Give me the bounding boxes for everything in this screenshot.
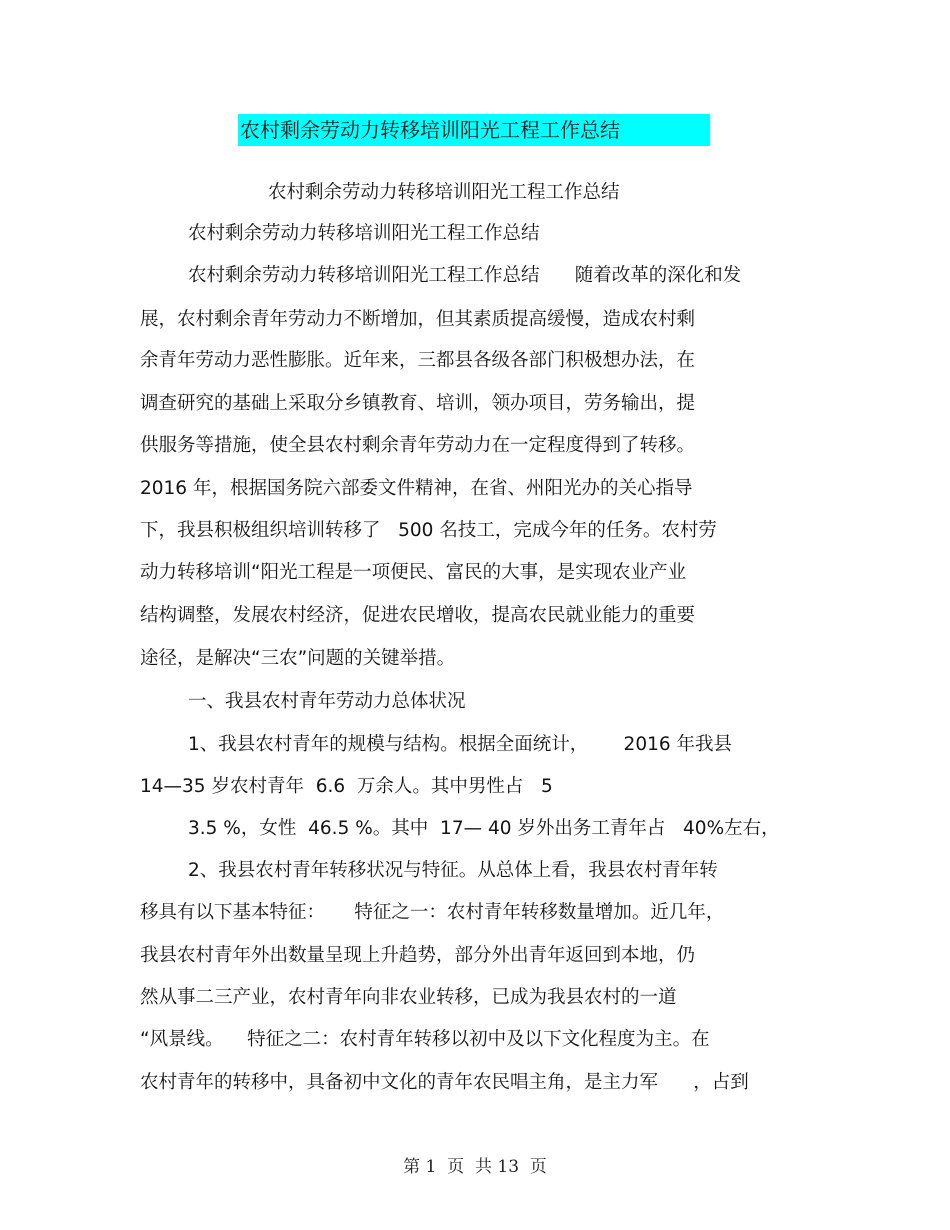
subtitle-line: 农村剩余劳动力转移培训阳光工程工作总结 xyxy=(268,182,620,203)
section-heading: 一、我县农村青年劳动力总体状况 xyxy=(188,691,466,712)
paragraph-line: “风景线。 特征之二：农村青年转移以初中及以下文化程度为主。在 xyxy=(140,1029,710,1050)
page-number-footer: 第 1 页 共 13 页 xyxy=(403,1157,547,1177)
paragraph-line: 展，农村剩余青年劳动力不断增加，但其素质提高缓慢，造成农村剩 xyxy=(140,309,696,330)
paragraph-line: 2016 年，根据国务院六部委文件精神，在省、州阳光办的关心指导 xyxy=(140,478,693,499)
paragraph-line: 农村剩余劳动力转移培训阳光工程工作总结 随着改革的深化和发 xyxy=(188,265,742,286)
paragraph-line: 然从事二三产业，农村青年向非农业转移，已成为我县农村的一道 xyxy=(140,987,677,1008)
paragraph-line: 动力转移培训“阳光工程是一项便民、富民的大事，是实现农业产业 xyxy=(140,562,687,583)
paragraph-line: 结构调整，发展农村经济，促进农民增收，提高农民就业能力的重要 xyxy=(140,605,696,626)
paragraph-line: 我县农村青年外出数量呈现上升趋势，部分外出青年返回到本地，仍 xyxy=(140,945,696,966)
subtitle-line: 农村剩余劳动力转移培训阳光工程工作总结 xyxy=(188,223,540,244)
paragraph-line: 14—35 岁农村青年 6.6 万余人。其中男性占 5 xyxy=(140,776,553,797)
paragraph-line: 移具有以下基本特征： 特征之一：农村青年转移数量增加。近几年， xyxy=(140,902,725,923)
paragraph-line: 农村青年的转移中，具备初中文化的青年农民唱主角，是主力军 ，占到 xyxy=(140,1072,749,1093)
paragraph-line: 2、我县农村青年转移状况与特征。从总体上看，我县农村青年转 xyxy=(188,860,718,881)
paragraph-line: 3.5 %，女性 46.5 %。其中 17— 40 岁外出务工青年占 40%左右， xyxy=(188,818,780,839)
paragraph-line: 调查研究的基础上采取分乡镇教育、培训，领办项目，劳务输出，提 xyxy=(140,393,696,414)
paragraph-line: 下，我县积极组织培训转移了 500 名技工，完成今年的任务。农村劳 xyxy=(140,520,717,541)
paragraph-line: 余青年劳动力恶性膨胀。近年来，三都县各级各部门积极想办法，在 xyxy=(140,350,696,371)
paragraph-line: 途径，是解决“三农”问题的关键举措。 xyxy=(140,648,456,669)
paragraph-line: 1、我县农村青年的规模与结构。根据全面统计， 2016 年我县 xyxy=(188,734,733,755)
paragraph-line: 供服务等措施，使全县农村剩余青年劳动力在一定程度得到了转移。 xyxy=(140,435,696,456)
document-title: 农村剩余劳动力转移培训阳光工程工作总结 xyxy=(238,114,710,146)
